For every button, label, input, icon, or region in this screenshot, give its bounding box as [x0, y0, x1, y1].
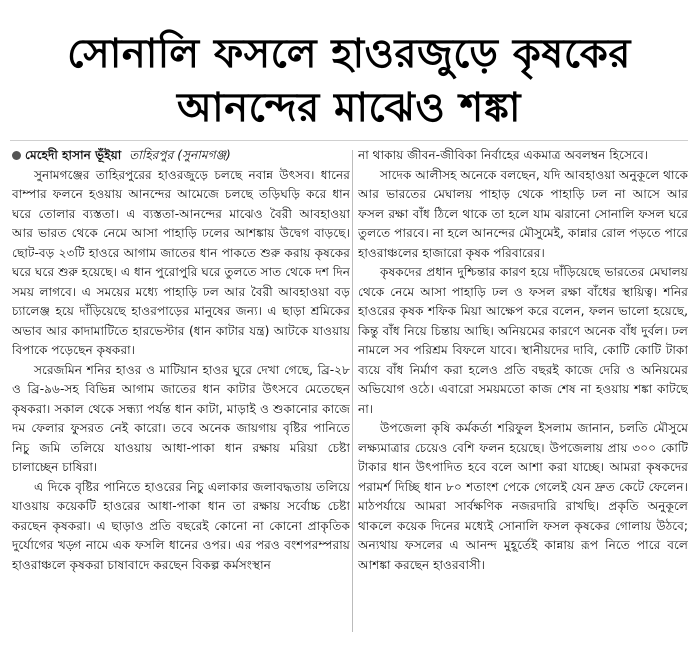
headline — [0, 27, 698, 135]
paragraph-continued: না থাকায় জীবন-জীবিকা নির্বাহের একমাত্র অবলম্বন হিসেবে। — [358, 148, 649, 162]
paragraph: উপজেলা কৃষি কর্মকর্তা শরিফুল ইসলাম জানান, চলতি মৌসুমে লক্ষ্যমাত্রার চেয়েও বেশি ফলন হয়েছে। উপজেলায় প্রায় ৩০০ কোটি টাকার ধান উৎপাদিত হবে বলে আশা করা যাচ্ছে। আমরা কৃষকদের পরামর্শ দিচ্ছি ধান ৮০ শতাংশ পেকে গেলেই যেন দ্রুত কেটে ফেলেন। মাঠপর্যায়ে আমরা সার্বক্ষণিক নজরদারি রাখছি। প্রকৃতি অনুকূলে থাকলে কয়েক দিনের মধ্যেই সোনালি ফসল কৃষকের গোলায় উঠবে; অন্যথায় ফসলের এ আনন্দ মুহূর্তেই কান্নায় রূপ নিতে পারে বলে আশঙ্কা করছেন হাওরবাসী। — [358, 421, 688, 572]
bullet-icon — [12, 151, 21, 160]
article-columns — [12, 146, 688, 636]
paragraph: কৃষকদের প্রধান দুশ্চিন্তার কারণ হয়ে দাঁড়িয়েছে ভারতের মেঘালয় থেকে নেমে আসা পাহাড়ি ঢল ও ফসল রক্ষা বাঁধের স্থায়িত্ব। শনির হাওরের কৃষক শফিক মিয়া আক্ষেপ করে বলেন, ফলন ভালো হয়েছে, কিন্তু বাঁধ নিয়ে চিন্তায় আছি। অনিয়মের কারণে অনেক বাঁধ দুর্বল। ঢল নামলে সব পরিশ্রম বিফলে যাবে। স্থানীয়দের দাবি, কোটি কোটি টাকা ব্যয়ে বাঁধ নির্মাণ করা হলেও প্রতি বছরই কাজে দেরি ও অনিয়মের অভিযোগ ওঠে। এবারো সময়মতো কাজ শেষ না হওয়ায় শঙ্কা কাটছে না। — [358, 265, 688, 416]
paragraph: সাদেক আলীসহ অনেকে বলছেন, যদি আবহাওয়া অনুকূলে থাকে আর ভারতের মেঘালয় পাহাড় থেকে পাহাড়ি ঢল না আসে আর ফসল রক্ষা বাঁধ ঠিলে থাকে তা হলে যাম ঝরানো সোনালি ফসল ঘরে তুলতে পারবে। না হলে আনন্দের মৌসুমেই, কান্নার রোল পড়তে পারে হাওরাঞ্চলের হাজারো কৃষক পরিবারের। — [358, 167, 688, 260]
headline-line-1: সোনালি ফসলে হাওরজুড়ে কৃষকের — [67, 31, 631, 78]
byline-location: তাহিরপুর (সুনামগঞ্জ) — [129, 148, 231, 162]
column-divider — [352, 150, 353, 632]
byline — [12, 146, 350, 166]
right-column — [358, 146, 688, 636]
left-column — [12, 146, 350, 636]
headline-line-2: আনন্দের মাঝেও শঙ্কা — [177, 85, 521, 132]
byline-author: মেহেদী হাসান ভূঁইয়া — [25, 148, 122, 162]
paragraph: সরেজমিন শনির হাওর ও মাটিয়ান হাওর ঘুরে দেখা গেছে, ব্রি-২৮ ও ব্রি-৯৬-সহ বিভিন্ন আগাম জাতের ধান কাটার উৎসবে মেতেছেন কৃষকরা। সকাল থেকে সন্ধ্যা পর্যন্ত ধান কাটা, মাড়াই ও শুকানোর কাজে দম ফেলার ফুসরত নেই কারো। তবে অনেক জায়গায় বৃষ্টির পানিতে নিচু জমি তলিয়ে যাওয়ায় আধা-পাকা ধান রক্ষায় মরিয়া চেষ্টা চালাচ্ছেন চাষিরা। — [12, 362, 350, 474]
paragraph: এ দিকে বৃষ্টির পানিতে হাওরের নিচু এলাকার জলাবদ্ধতায় তলিয়ে যাওয়ায় কয়েকটি হাওরের আধা-পাকা ধান তা রক্ষায় সর্বোচ্চ চেষ্টা করছেন কৃষকরা। এ ছাড়াও প্রতি বছরেই কোনো না কোনো প্রাকৃতিক দুর্যোগের খড়্গ নামে এক ফসলি ধানের ওপর। এর পরও বংশপরম্পরায় হাওরাঞ্চলে কৃষকরা চাষাবাদে করছেন বিকল্প কর্মসংস্থান — [12, 479, 350, 572]
headline-rule — [10, 140, 688, 141]
paragraph: সুনামগঞ্জের তাহিরপুরের হাওরজুড়ে চলছে নবান্ন উৎসব। ধানের বাম্পার ফলনে হওয়ায় আনন্দের আমেজে চলছে তড়িঘড়ি করে ধান ঘরে তোলার ব্যস্ততা। এ ব্যস্ততা-আনন্দের মাঝেও বৈরী আবহাওয়া আর ভারত থেকে নেমে আসা পাহাড়ি ঢলের আশঙ্কায় উদ্বেগ বাড়ছে। ছোট-বড় ২৩টি হাওরে আগাম জাতের ধান পাকতে শুরু করায় কৃষকের ঘরে ঘরে শুরু হয়েছে। এ ধান পুরোপুরি ঘরে তুলতে সাত থেকে দশ দিন সময় লাগবে। এ সময়ের মধ্যে পাহাড়ি ঢল আর বৈরী আবহাওয়া বড় চ্যালেঞ্জ হয়ে দাঁড়িয়েছে হাওরপাড়ের মানুষের জন্য। এ ছাড়া শ্রমিকের অভাব আর কাদামাটিতে হারভেস্টার (ধান কাটার যন্ত্র) আটকে যাওয়ায় বিপাকে পড়েছেন কৃষকরা। — [12, 167, 350, 357]
